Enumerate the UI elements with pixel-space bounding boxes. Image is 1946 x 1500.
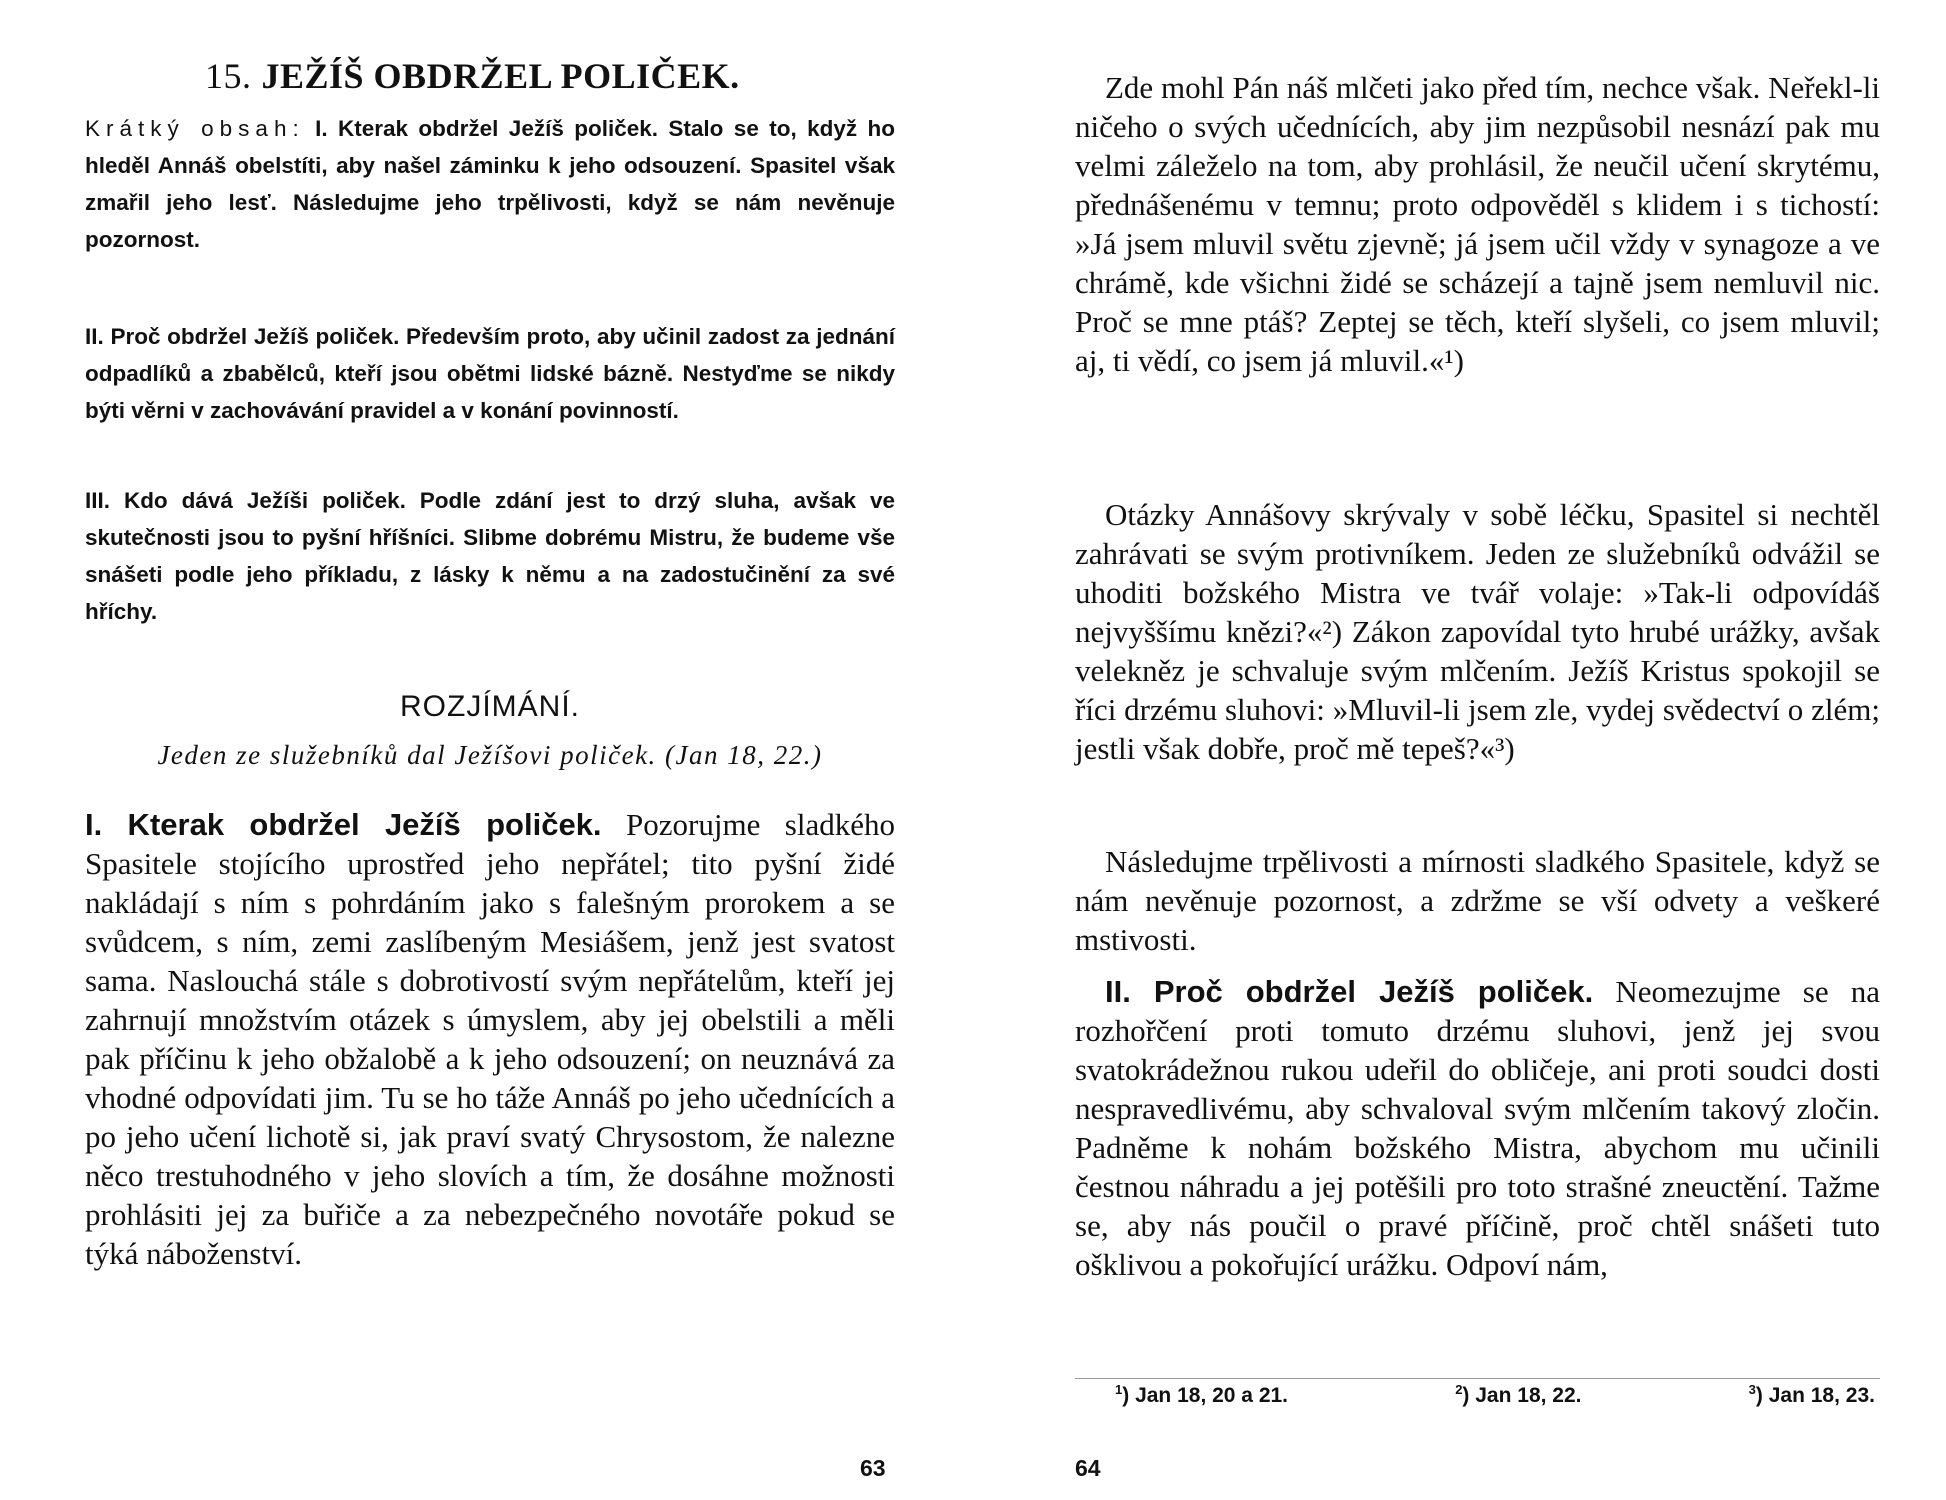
summary-label: Krátký obsah: (85, 116, 305, 141)
footnote-3: $^3$) Jan 18, 23. (1748, 1382, 1875, 1407)
summary-point-1-text: I. Kterak obdržel Ježíš poliček. Stalo se to, když ho hleděl Annáš obelstíti, aby našel záminku k jeho odsouzení. Spasitel však zmařil jeho lesť. Následujme jeho trpělivosti, když se nám nevěnuje pozornost. (85, 116, 895, 252)
summary-point-2: II. Proč obdržel Ježíš poliček. Především proto, aby učinil zadost za jednání odpadlíků a zbabělců, kteří jsou obětmi lidské bázně. Nestyďme se nikdy býti věrni v zachovávání pravidel a v konání povinností. (85, 324, 895, 423)
meditation-1-text: Pozorujme sladkého Spasitele stojícího uprostřed jeho nepřátel; tito pyšní židé nakládají s ním s pohrdáním jako s falešným prorokem a se svůdcem, s ním, zemi zaslíbeným Mesiášem, jenž jest svatost sama. Naslouchá stále s dobrotivostí svým nepřátelům, kteří jej zahrnují množstvím otázek s úmyslem, aby jej obelstili a měli pak příčinu k jeho obžalobě a k jeho odsouzení; on neuznává za vhodné odpovídati jim. Tu se ho táže Annáš po jeho učednících a po jeho učení lichotě si, jak praví svatý Chrysostom, že nalezne něco trestuhodného v jeho slovích a tím, že dosáhne možnosti prohlásiti jej za buřiče a za nebezpečného novotáře pokud se týká náboženství. (85, 807, 895, 1271)
chapter-title-text: JEŽÍŠ OBDRŽEL POLIČEK. (261, 56, 740, 96)
footnote-2: $^2$) Jan 18, 22. (1455, 1382, 1582, 1407)
meditation-2 (1075, 972, 1880, 1284)
page-number-right: 64 (1075, 1455, 1101, 1481)
paragraph-2-text: Otázky Annášovy skrývaly v sobě léčku, Spasitel si nechtěl zahrávati se svým protivníkem. Jeden ze služebníků odvážil se uhoditi božského Mistra ve tvář volaje: »Tak-li odpovídáš nejvyššímu knězi?«²) Zákon zapovídal tyto hrubé urážky, avšak velekněz je schvaluje svým mlčením. Ježíš Kristus spokojil se říci drzému sluhovi: »Mluvil-li jsem zle, vydej svědectví o zlém; jestli však dobře, proč mě tepeš?«³) (1075, 497, 1880, 766)
paragraph-2 (1075, 495, 1880, 768)
footnotes (1115, 1382, 1875, 1408)
meditation-2-heading: II. Proč obdržel Ježíš poliček. (1105, 974, 1594, 1009)
paragraph-1-text: Zde mohl Pán náš mlčeti jako před tím, nechce však. Neřekl-li ničeho o svých učednících, aby jim nezpůsobil nesnází pak mu velmi záleželo na tom, aby prohlásil, že neučil učení skrytému, přednášenému v temnu; proto odpověděl s klidem i s tichostí: »Já jsem mluvil světu zjevně; já jsem učil vždy v synagoze a ve chrámě, kde všichni židé se scházejí a tajně jsem nemluvil nic. Proč se mne ptáš? Zeptej se těch, kteří slyšeli, co jsem mluvil; aj, ti vědí, co jsem já mluvil.«¹) (1075, 70, 1880, 378)
paragraph-3-text: Následujme trpělivosti a mírnosti sladkého Spasitele, když se nám nevěnuje pozornost, a zdržme se vší odvety a veškeré mstivosti. (1075, 844, 1880, 957)
chapter-title (205, 55, 805, 97)
summary-point-3: III. Kdo dává Ježíši poliček. Podle zdání jest to drzý sluha, avšak ve skutečnosti jsou to pyšní hříšníci. Slibme dobrému Mistru, že budeme vše snášeti podle jeho příkladu, z lásky k němu a na zadostučinění za své hříchy. (85, 488, 895, 624)
chapter-number: 15. (205, 56, 252, 96)
motto: Jeden ze služebníků dal Ježíšovi poliček. (Jan 18, 22.) (157, 740, 823, 770)
meditation-1-heading: I. Kterak obdržel Ježíš poliček. (85, 807, 602, 842)
paragraph-3 (1075, 842, 1880, 959)
meditation-1 (85, 805, 895, 1273)
meditation-2-text: Neomezujme se na rozhořčení proti tomuto drzému sluhovi, jenž jej svou svatokrádežnou rukou udeřil do obličeje, ani proti soudci dosti nespravedlivému, aby schvaloval svým mlčením takový zločin. Padněme k nohám božského Mistra, abychom mu učinili čestnou náhradu a jej potěšili pro toto strašné zneuctění. Tažme se, aby nás poučil o pravé příčině, proč chtěl snášeti tuto ošklivou a pokořující urážku. Odpoví nám, (1075, 974, 1881, 1282)
paragraph-1 (1075, 68, 1880, 380)
summary-point-1 (85, 110, 895, 258)
section-heading: ROZJÍMÁNÍ. (400, 690, 580, 723)
footnote-1: $^1$) Jan 18, 20 a 21. (1115, 1382, 1289, 1407)
footnote-divider (1075, 1378, 1880, 1379)
page-number-left: 63 (860, 1455, 886, 1481)
